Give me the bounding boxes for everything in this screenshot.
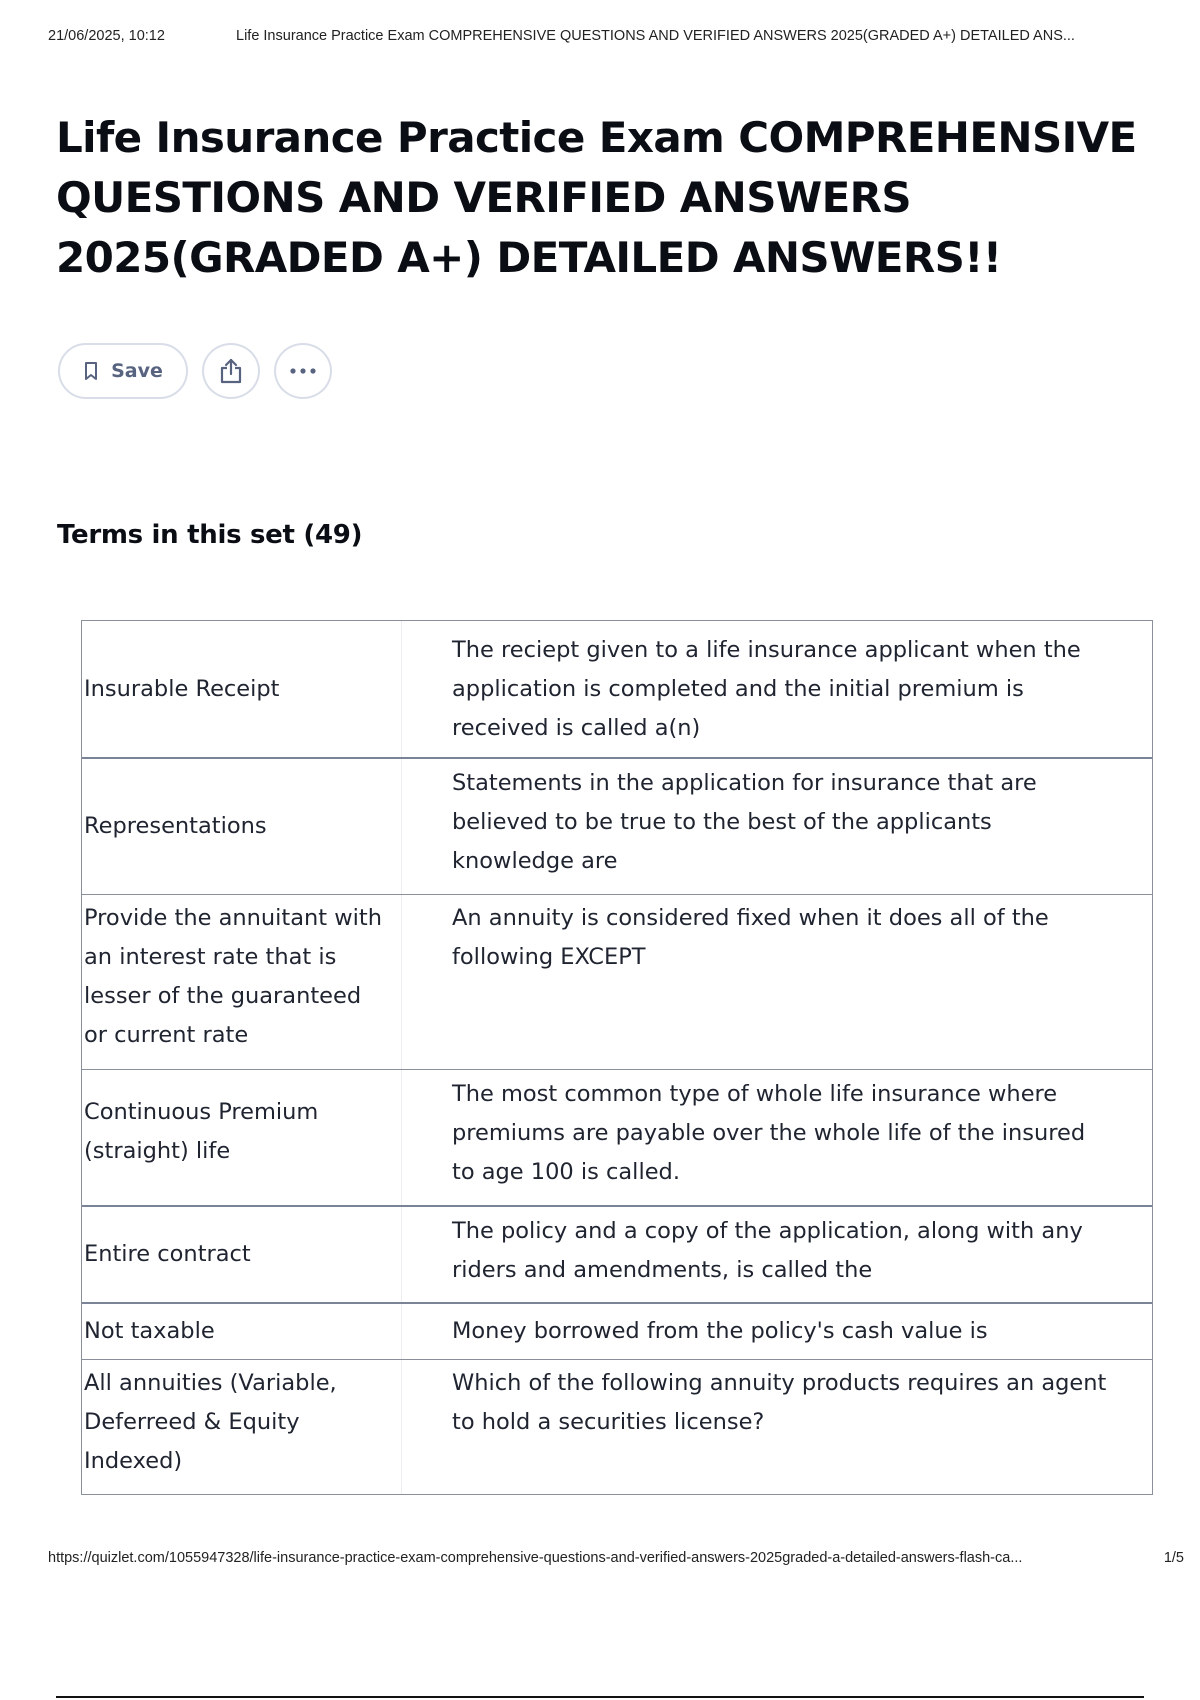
table-row bbox=[82, 757, 1152, 894]
term-cell: Provide the annuitant with an interest rate that is lesser of the guaranteed or current rate bbox=[82, 895, 402, 1069]
term-cell: All annuities (Variable, Deferreed & Equity Indexed) bbox=[82, 1360, 402, 1494]
term-cell: Continuous Premium (straight) life bbox=[82, 1070, 402, 1205]
definition-cell: Which of the following annuity products requires an agent to hold a securities license? bbox=[452, 1370, 1107, 1435]
table-row bbox=[82, 1069, 1152, 1205]
print-document-title: Life Insurance Practice Exam COMPREHENSIVE QUESTIONS AND VERIFIED ANSWERS 2025(GRADED A+) DETAILED ANS... bbox=[236, 28, 1075, 44]
term-cell: Representations bbox=[82, 759, 402, 894]
save-button-label: Save bbox=[111, 360, 163, 382]
terms-table bbox=[81, 620, 1153, 1495]
definition-cell: Money borrowed from the policy's cash value is bbox=[452, 1318, 988, 1344]
table-row bbox=[82, 894, 1152, 1069]
print-url: https://quizlet.com/1055947328/life-insurance-practice-exam-comprehensive-questions-and-verified-answers-2025graded-a-detailed-answers-flash-ca... bbox=[48, 1550, 1023, 1566]
save-button[interactable] bbox=[58, 343, 188, 399]
definition-cell: Statements in the application for insurance that are believed to be true to the best of the applicants knowledge are bbox=[452, 770, 1037, 874]
more-options-button[interactable] bbox=[274, 343, 332, 399]
definition-cell: The policy and a copy of the application, along with any riders and amendments, is called the bbox=[452, 1218, 1083, 1283]
table-row bbox=[82, 1359, 1152, 1494]
bottom-divider bbox=[56, 1696, 1144, 1698]
term-cell: Not taxable bbox=[82, 1304, 402, 1359]
terms-heading: Terms in this set (49) bbox=[57, 520, 363, 550]
table-row bbox=[82, 1205, 1152, 1302]
term-cell: Insurable Receipt bbox=[82, 621, 402, 757]
share-button[interactable] bbox=[202, 343, 260, 399]
print-header bbox=[48, 28, 1164, 48]
table-row bbox=[82, 1302, 1152, 1359]
share-icon bbox=[218, 357, 244, 385]
print-datetime: 21/06/2025, 10:12 bbox=[48, 28, 165, 44]
more-icon bbox=[289, 367, 317, 375]
page-title: Life Insurance Practice Exam COMPREHENSIVE QUESTIONS AND VERIFIED ANSWERS 2025(GRADED A+) DETAILED ANSWERS!! bbox=[56, 113, 1137, 282]
definition-cell: The reciept given to a life insurance applicant when the application is completed and the initial premium is received is called a(n) bbox=[452, 637, 1081, 741]
term-cell: Entire contract bbox=[82, 1207, 402, 1302]
print-footer bbox=[48, 1550, 1184, 1570]
table-row bbox=[82, 621, 1152, 757]
bookmark-icon bbox=[83, 361, 99, 381]
page-number: 1/5 bbox=[1163, 1550, 1184, 1566]
definition-cell: An annuity is considered fixed when it does all of the following EXCEPT bbox=[452, 905, 1049, 970]
definition-cell: The most common type of whole life insurance where premiums are payable over the whole life of the insured to age 100 is called. bbox=[452, 1081, 1086, 1185]
